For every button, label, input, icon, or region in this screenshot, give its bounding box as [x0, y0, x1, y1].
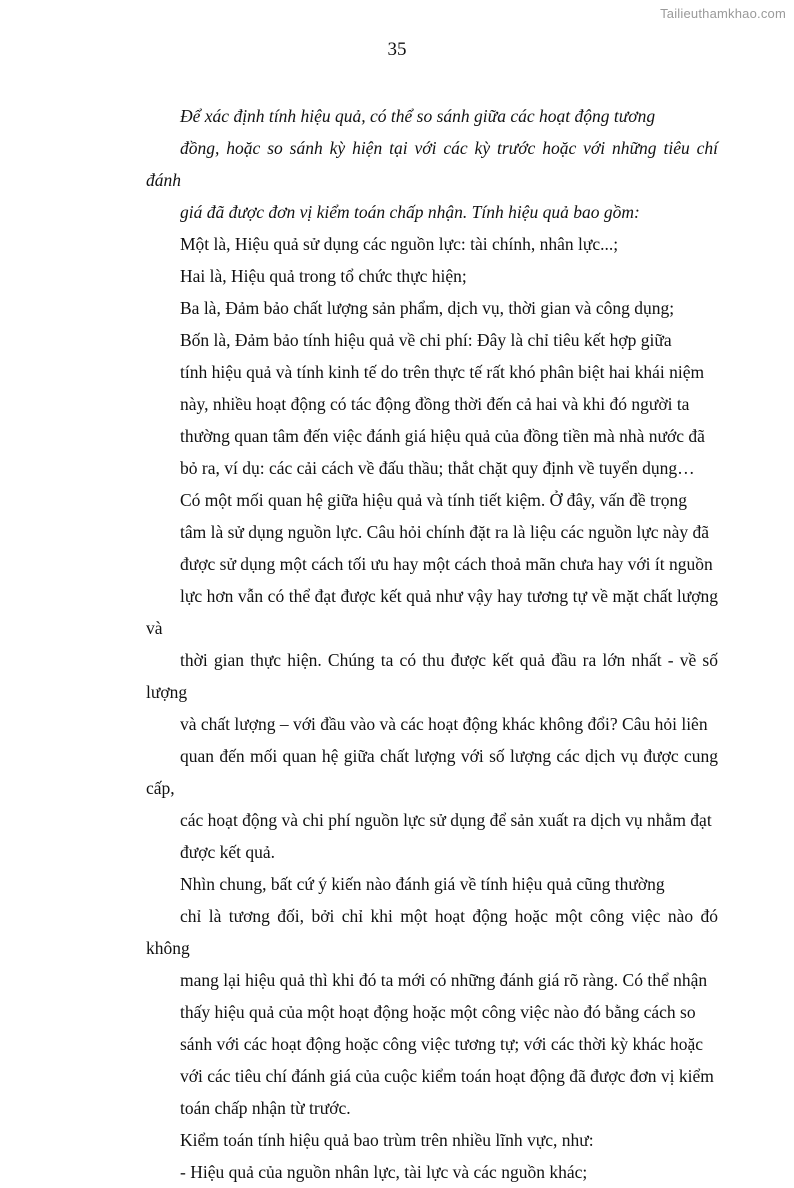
text-line: sánh với các hoạt động hoặc công việc tương tự; với các thời kỳ khác hoặc — [180, 1034, 703, 1054]
text-line: tâm là sử dụng nguồn lực. Câu hỏi chính đặt ra là liệu các nguồn lực này đã — [180, 522, 710, 542]
text-line: tính hiệu quả và tính kinh tế do trên thực tế rất khó phân biệt hai khái niệm — [180, 362, 705, 382]
list-item-3: Ba là, Đảm bảo chất lượng sản phẩm, dịch vụ, thời gian và công dụng; — [180, 298, 675, 318]
page-body — [146, 100, 718, 1188]
text-line: thấy hiệu quả của một hoạt động hoặc một công việc nào đó bằng cách so — [180, 1002, 696, 1022]
text-line: đồng, hoặc so sánh kỳ hiện tại với các kỳ trước hoặc với những tiêu chí đánh — [146, 138, 718, 190]
text-line: Để xác định tính hiệu quả, có thể so sánh giữa các hoạt động tương — [180, 106, 656, 126]
text-line: được sử dụng một cách tối ưu hay một cách thoả mãn chưa hay với ít nguồn — [180, 554, 713, 574]
text-line: này, nhiều hoạt động có tác động đồng thời đến cả hai và khi đó người ta — [180, 394, 690, 414]
text-line: Nhìn chung, bất cứ ý kiến nào đánh giá về tính hiệu quả cũng thường — [180, 874, 665, 894]
text-line: với các tiêu chí đánh giá của cuộc kiểm toán hoạt động đã được đơn vị kiểm — [180, 1066, 714, 1086]
watermark: Tailieuthamkhao.com — [660, 6, 786, 21]
intro-paragraph — [146, 100, 718, 228]
text-line: quan đến mối quan hệ giữa chất lượng với số lượng các dịch vụ được cung cấp, — [146, 746, 718, 798]
text-line: bỏ ra, ví dụ: các cải cách về đấu thầu; thắt chặt quy định về tuyển dụng… — [180, 458, 695, 478]
text-line: toán chấp nhận từ trước. — [180, 1098, 351, 1118]
list-item-1: Một là, Hiệu quả sử dụng các nguồn lực: tài chính, nhân lực...; — [180, 234, 619, 254]
general-paragraph — [146, 868, 718, 1124]
text-line: các hoạt động và chi phí nguồn lực sử dụng để sản xuất ra dịch vụ nhằm đạt — [180, 810, 712, 830]
text-line: thường quan tâm đến việc đánh giá hiệu quả của đồng tiền mà nhà nước đã — [180, 426, 705, 446]
scope-intro: Kiểm toán tính hiệu quả bao trùm trên nhiều lĩnh vực, như: — [180, 1130, 594, 1150]
text-line: và chất lượng – với đầu vào và các hoạt động khác không đổi? Câu hỏi liên — [180, 714, 708, 734]
text-line: Có một mối quan hệ giữa hiệu quả và tính tiết kiệm. Ở đây, vấn đề trọng — [180, 490, 687, 510]
page-number: 35 — [387, 39, 407, 60]
text-line: lực hơn vẫn có thể đạt được kết quả như vậy hay tương tự về mặt chất lượng và — [146, 586, 718, 638]
text-line: mang lại hiệu quả thì khi đó ta mới có những đánh giá rõ ràng. Có thể nhận — [180, 970, 708, 990]
text-line: Bốn là, Đảm bảo tính hiệu quả về chi phí: Đây là chỉ tiêu kết hợp giữa — [180, 330, 672, 350]
scope-item-1: - Hiệu quả của nguồn nhân lực, tài lực và các nguồn khác; — [180, 1162, 588, 1182]
list-item-4 — [146, 324, 718, 484]
text-line: chỉ là tương đối, bởi chỉ khi một hoạt động hoặc một công việc nào đó không — [146, 906, 718, 958]
text-line: giá đã được đơn vị kiểm toán chấp nhận. Tính hiệu quả bao gồm: — [180, 202, 640, 222]
text-line: được kết quả. — [180, 842, 276, 862]
text-line: thời gian thực hiện. Chúng ta có thu được kết quả đầu ra lớn nhất - về số lượng — [146, 650, 718, 702]
relation-paragraph — [146, 484, 718, 868]
list-item-2: Hai là, Hiệu quả trong tổ chức thực hiện; — [180, 266, 467, 286]
